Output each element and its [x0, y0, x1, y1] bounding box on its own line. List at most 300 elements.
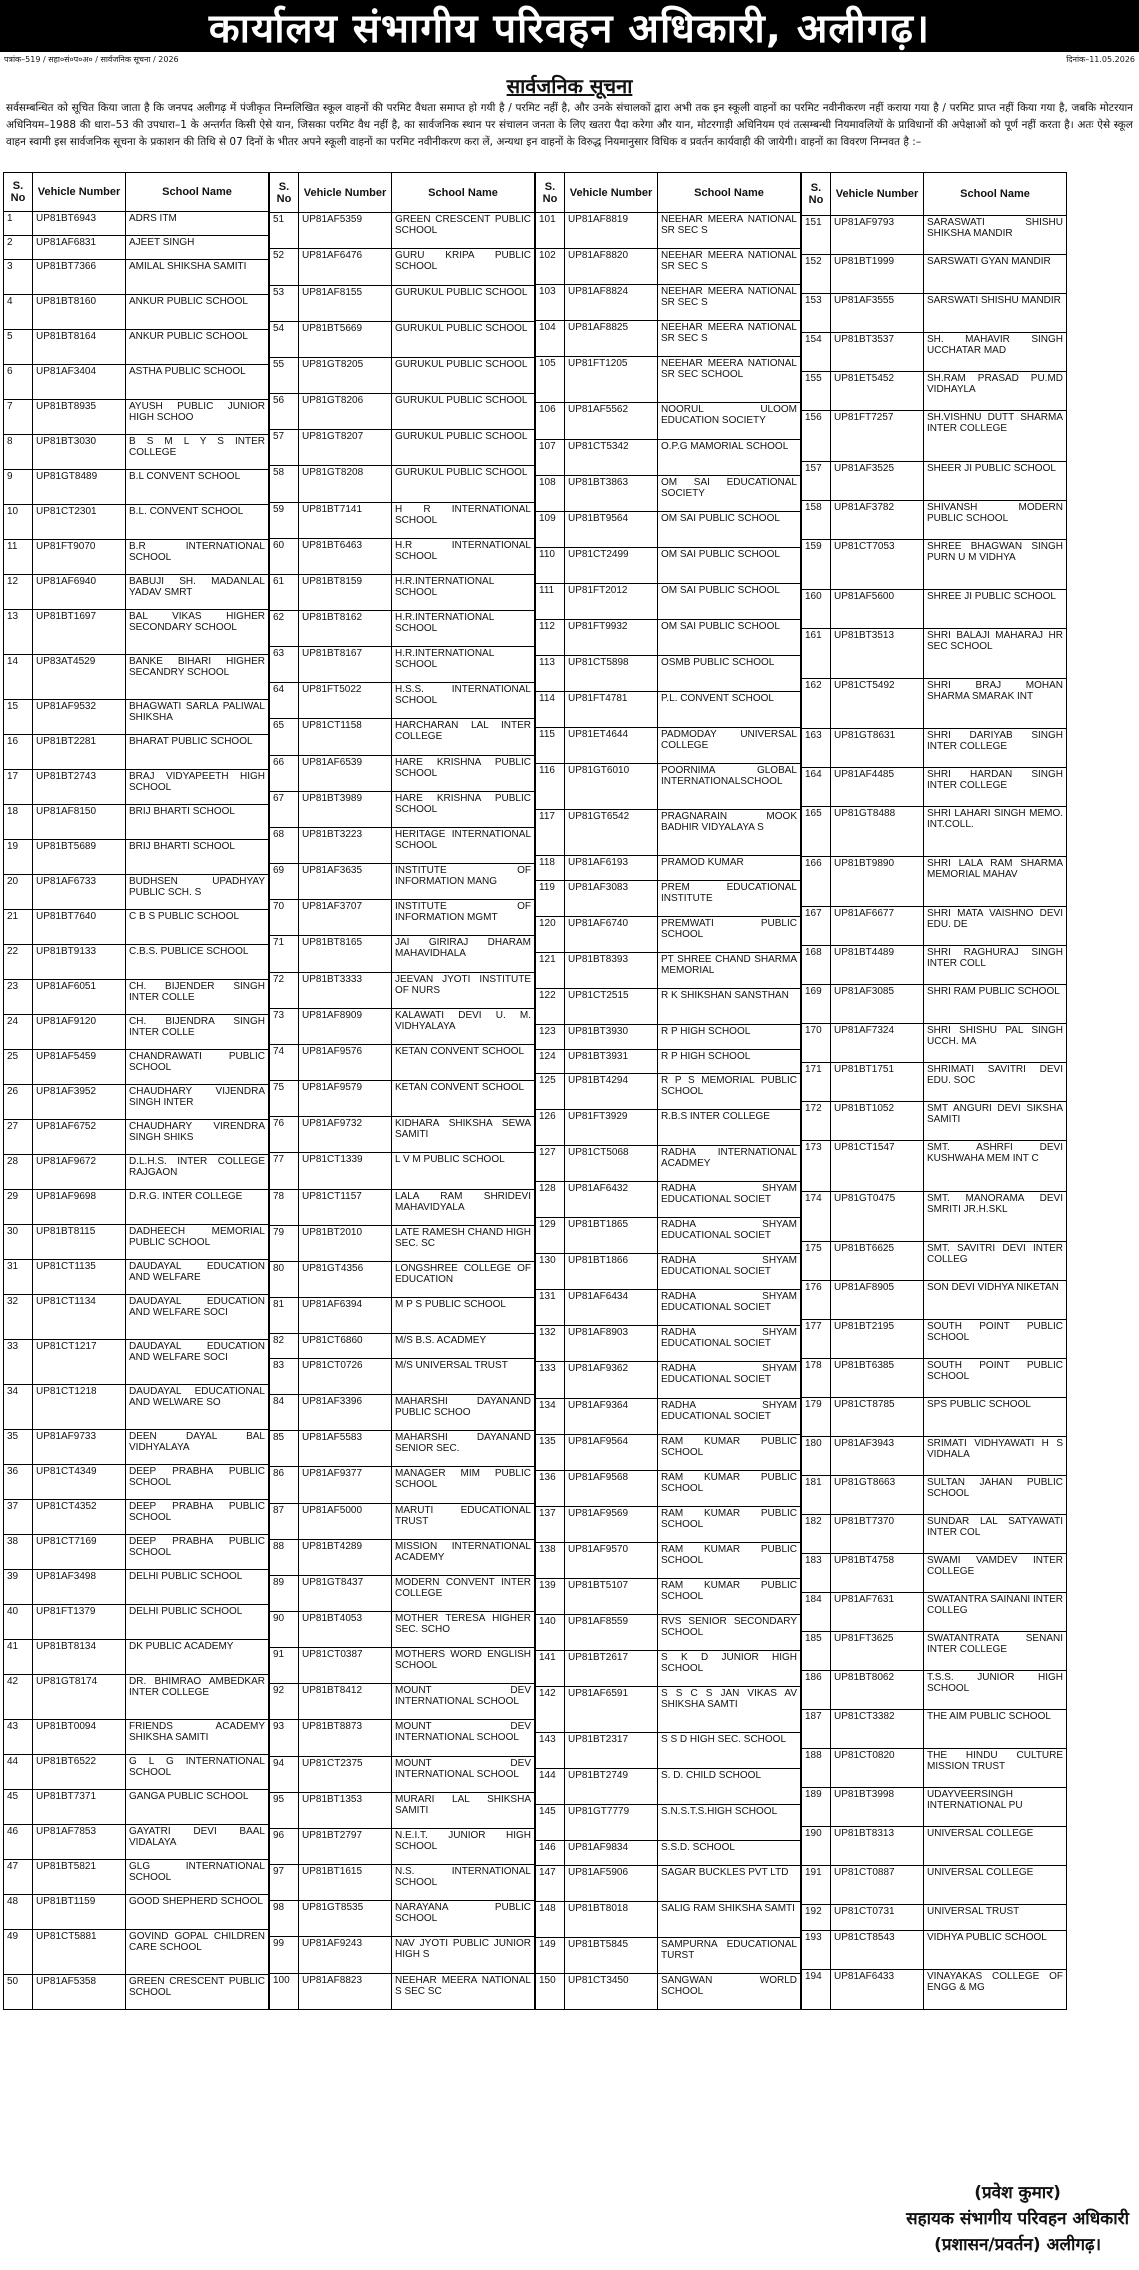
vehicle-number: UP81BT6463: [299, 538, 392, 574]
school-name: G L G INTERNATIONAL SCHOOL: [126, 1755, 269, 1790]
vehicle-number: UP81AF9564: [565, 1434, 658, 1470]
serial-number: 39: [4, 1570, 33, 1605]
vehicle-number: UP81GT4356: [299, 1261, 392, 1297]
serial-number: 168: [802, 946, 831, 985]
vehicle-number: UP81BT8115: [33, 1225, 126, 1260]
school-name: SHREE JI PUBLIC SCHOOL: [924, 589, 1067, 628]
table-row: [536, 1650, 801, 1686]
vehicle-number: UP81CT4349: [33, 1465, 126, 1500]
school-name: GURU KRIPA PUBLIC SCHOOL: [392, 249, 535, 285]
school-name: R P S MEMORIAL PUBLIC SCHOOL: [658, 1074, 801, 1110]
col-school-header: School Name: [126, 173, 269, 212]
school-name: LALA RAM SHRIDEVI MAHAVIDYALA: [392, 1189, 535, 1225]
school-name: H.R.INTERNATIONAL SCHOOL: [392, 574, 535, 610]
table-row: [802, 1191, 1067, 1241]
serial-number: 169: [802, 985, 831, 1024]
vehicle-number: UP81CT8785: [831, 1397, 924, 1436]
table-row: [4, 1500, 269, 1535]
letter-number: पत्रांक–519 / सहा०सं०प०अ० / सार्वजनिक सूचना / 2026: [4, 55, 179, 64]
serial-number: 48: [4, 1895, 33, 1930]
serial-number: 122: [536, 988, 565, 1024]
table-row: [270, 1973, 535, 2009]
vehicle-number: UP81AF8825: [565, 321, 658, 357]
vehicle-number: UP81AF9120: [33, 1015, 126, 1050]
table-row: [802, 807, 1067, 857]
serial-number: 91: [270, 1648, 299, 1684]
school-name: DELHI PUBLIC SCHOOL: [126, 1605, 269, 1640]
school-name: SWATANTRATA SENANI INTER COLLEGE: [924, 1631, 1067, 1670]
school-name: SHRI MATA VAISHNO DEVI EDU. DE: [924, 907, 1067, 946]
table-row: [270, 611, 535, 647]
vehicle-number: UP81AF9532: [33, 700, 126, 735]
serial-number: 120: [536, 916, 565, 952]
serial-number: 139: [536, 1578, 565, 1614]
serial-number: 94: [270, 1756, 299, 1792]
vehicle-number: UP81GT6542: [565, 809, 658, 855]
vehicle-number: UP81CT2515: [565, 988, 658, 1024]
table-row: [802, 500, 1067, 539]
serial-number: 77: [270, 1153, 299, 1189]
serial-number: 23: [4, 980, 33, 1015]
table-row: [270, 1612, 535, 1648]
school-name: T.S.S. JUNIOR HIGH SCHOOL: [924, 1670, 1067, 1709]
serial-number: 112: [536, 619, 565, 655]
school-name: SMT. SAVITRI DEVI INTER COLLEG: [924, 1241, 1067, 1280]
table-row: [536, 1110, 801, 1146]
school-name: SMT. MANORAMA DEVI SMRITI JR.H.SKL: [924, 1191, 1067, 1241]
vehicle-number: UP81GT8535: [299, 1901, 392, 1937]
vehicle-table-2: [269, 172, 535, 2010]
serial-number: 109: [536, 511, 565, 547]
table-row: [270, 647, 535, 683]
school-name: OM SAI PUBLIC SCHOOL: [658, 511, 801, 547]
school-name: GURUKUL PUBLIC SCHOOL: [392, 357, 535, 393]
table-row: [270, 1395, 535, 1431]
serial-number: 136: [536, 1470, 565, 1506]
serial-number: 134: [536, 1398, 565, 1434]
school-name: RADHA SHYAM EDUCATIONAL SOCIET: [658, 1218, 801, 1254]
table-row: [4, 1720, 269, 1755]
school-name: CH. BIJENDRA SINGH INTER COLLE: [126, 1015, 269, 1050]
table-row: [536, 321, 801, 357]
serial-number: 3: [4, 260, 33, 295]
table-row: [270, 1828, 535, 1864]
serial-number: 25: [4, 1050, 33, 1085]
school-name: BRIJ BHARTI SCHOOL: [126, 840, 269, 875]
vehicle-number: UP81AF9732: [299, 1117, 392, 1153]
school-name: AJEET SINGH: [126, 236, 269, 260]
school-name: ANKUR PUBLIC SCHOOL: [126, 295, 269, 330]
school-name: CHAUDHARY VIRENDRA SINGH SHIKS: [126, 1120, 269, 1155]
serial-number: 29: [4, 1190, 33, 1225]
table-row: [802, 1280, 1067, 1319]
school-name: NEEHAR MEERA NATIONAL SR SEC S: [658, 213, 801, 249]
school-name: UNIVERSAL COLLEGE: [924, 1865, 1067, 1904]
serial-number: 76: [270, 1117, 299, 1153]
serial-number: 78: [270, 1189, 299, 1225]
school-name: OSMB PUBLIC SCHOOL: [658, 655, 801, 691]
vehicle-number: UP81FT3929: [565, 1110, 658, 1146]
serial-number: 82: [270, 1334, 299, 1359]
school-name: BRIJ BHARTI SCHOOL: [126, 805, 269, 840]
school-name: MOTHER TERESA HIGHER SEC. SCHO: [392, 1612, 535, 1648]
serial-number: 68: [270, 827, 299, 863]
vehicle-number: UP81BT3030: [33, 435, 126, 470]
school-name: BHAGWATI SARLA PALIWAL SHIKSHA: [126, 700, 269, 735]
serial-number: 150: [536, 1973, 565, 2009]
serial-number: 143: [536, 1732, 565, 1768]
serial-number: 72: [270, 972, 299, 1008]
table-row: [270, 1865, 535, 1901]
table-row: [4, 610, 269, 655]
school-name: PREM EDUCATIONAL INSTITUTE: [658, 880, 801, 916]
school-name: GOOD SHEPHERD SCHOOL: [126, 1895, 269, 1930]
vehicle-number: UP81AF6193: [565, 856, 658, 881]
table-row: [4, 1050, 269, 1085]
serial-number: 8: [4, 435, 33, 470]
table-row: [4, 540, 269, 575]
school-name: H.R.INTERNATIONAL SCHOOL: [392, 647, 535, 683]
vehicle-number: UP81AF9364: [565, 1398, 658, 1434]
table-row: [536, 655, 801, 691]
school-name: M/S UNIVERSAL TRUST: [392, 1358, 535, 1394]
serial-number: 155: [802, 372, 831, 411]
table-row: [270, 321, 535, 357]
school-name: N.S. INTERNATIONAL SCHOOL: [392, 1865, 535, 1901]
vehicle-number: UP81AF6591: [565, 1686, 658, 1732]
school-name: ANKUR PUBLIC SCHOOL: [126, 330, 269, 365]
school-name: SHREE BHAGWAN SINGH PURN U M VIDHYA: [924, 539, 1067, 589]
vehicle-number: UP81GT8208: [299, 466, 392, 502]
vehicle-number: UP81AF5359: [299, 213, 392, 249]
table-row: [4, 1260, 269, 1295]
table-row: [536, 1434, 801, 1470]
school-name: R P HIGH SCHOOL: [658, 1024, 801, 1049]
vehicle-number: UP81CT1158: [299, 719, 392, 755]
school-name: H R INTERNATIONAL SCHOOL: [392, 502, 535, 538]
vehicle-number: UP81CT7053: [831, 539, 924, 589]
serial-number: 37: [4, 1500, 33, 1535]
vehicle-number: UP81BT8935: [33, 400, 126, 435]
serial-number: 185: [802, 1631, 831, 1670]
signatory-name: (प्रवेश कुमार): [974, 2183, 1061, 2203]
vehicle-number: UP81BT3931: [565, 1049, 658, 1074]
school-name: S K D JUNIOR HIGH SCHOOL: [658, 1650, 801, 1686]
serial-number: 175: [802, 1241, 831, 1280]
serial-number: 47: [4, 1860, 33, 1895]
serial-number: 71: [270, 936, 299, 972]
table-row: [802, 589, 1067, 628]
serial-number: 101: [536, 213, 565, 249]
table-row: [802, 1553, 1067, 1592]
school-name: GREEN CRESCENT PUBLIC SCHOOL: [392, 213, 535, 249]
table-row: [536, 1470, 801, 1506]
school-name: SH.RAM PRASAD PU.MD VIDHAYLA: [924, 372, 1067, 411]
table-row: [802, 628, 1067, 678]
school-name: PREMWATI PUBLIC SCHOOL: [658, 916, 801, 952]
vehicle-number: UP81GT8437: [299, 1575, 392, 1611]
vehicle-number: UP81CT2499: [565, 547, 658, 583]
serial-number: 57: [270, 430, 299, 466]
serial-number: 181: [802, 1475, 831, 1514]
table-row: [802, 1670, 1067, 1709]
vehicle-number: UP81BT5821: [33, 1860, 126, 1895]
school-name: UNIVERSAL TRUST: [924, 1904, 1067, 1931]
vehicle-number: UP81BT7366: [33, 260, 126, 295]
vehicle-number: UP81AF6940: [33, 575, 126, 610]
serial-number: 28: [4, 1155, 33, 1190]
table-row: [536, 1686, 801, 1732]
school-name: GURUKUL PUBLIC SCHOOL: [392, 466, 535, 502]
table-row: [4, 1640, 269, 1675]
vehicle-number: UP81AF3635: [299, 864, 392, 900]
vehicle-number: UP81CT6860: [299, 1334, 392, 1359]
serial-number: 38: [4, 1535, 33, 1570]
serial-number: 126: [536, 1110, 565, 1146]
notice-title: सार्वजनिक सूचना: [506, 74, 633, 98]
serial-number: 7: [4, 400, 33, 435]
table-row: [270, 394, 535, 430]
school-name: SHRI LALA RAM SHARMA MEMORIAL MAHAV: [924, 857, 1067, 907]
school-name: AMILAL SHIKSHA SAMITI: [126, 260, 269, 295]
vehicle-number: UP81BT3930: [565, 1024, 658, 1049]
serial-number: 17: [4, 770, 33, 805]
vehicle-number: UP81AF9672: [33, 1155, 126, 1190]
serial-number: 191: [802, 1865, 831, 1904]
school-name: RADHA SHYAM EDUCATIONAL SOCIET: [658, 1182, 801, 1218]
school-name: MANAGER MIM PUBLIC SCHOOL: [392, 1467, 535, 1503]
school-name: DEEP PRABHA PUBLIC SCHOOL: [126, 1465, 269, 1500]
serial-number: 147: [536, 1865, 565, 1901]
table-row: [802, 1592, 1067, 1631]
vehicle-number: UP81BT4489: [831, 946, 924, 985]
table-row: [536, 1865, 801, 1901]
serial-number: 149: [536, 1937, 565, 1973]
serial-number: 60: [270, 538, 299, 574]
serial-number: 158: [802, 500, 831, 539]
school-name: LATE RAMESH CHAND HIGH SEC. SC: [392, 1225, 535, 1261]
vehicle-number: UP81BT7640: [33, 910, 126, 945]
table-row: [4, 1340, 269, 1385]
school-name: SAGAR BUCKLES PVT LTD: [658, 1865, 801, 1901]
vehicle-number: UP81AF9569: [565, 1506, 658, 1542]
vehicle-number: UP81BT6943: [33, 212, 126, 236]
vehicle-number: UP81BT4294: [565, 1074, 658, 1110]
vehicle-number: UP81GT8205: [299, 357, 392, 393]
school-name: OM SAI PUBLIC SCHOOL: [658, 547, 801, 583]
school-name: SUNDAR LAL SATYAWATI INTER COL: [924, 1514, 1067, 1553]
table-row: [536, 880, 801, 916]
serial-number: 81: [270, 1297, 299, 1333]
vehicle-number: UP81AF5583: [299, 1431, 392, 1467]
school-name: NOORUL ULOOM EDUCATION SOCIETY: [658, 403, 801, 439]
serial-number: 66: [270, 755, 299, 791]
col-sn-header: S. No: [270, 173, 299, 213]
serial-number: 177: [802, 1319, 831, 1358]
serial-number: 179: [802, 1397, 831, 1436]
vehicle-number: UP81AF9243: [299, 1937, 392, 1973]
school-name: SHRI SHISHU PAL SINGH UCCH. MA: [924, 1024, 1067, 1063]
school-name: SRIMATI VIDHYAWATI H S VIDHALA: [924, 1436, 1067, 1475]
vehicle-number: UP81BT9890: [831, 857, 924, 907]
serial-number: 36: [4, 1465, 33, 1500]
serial-number: 146: [536, 1840, 565, 1865]
serial-number: 96: [270, 1828, 299, 1864]
vehicle-number: UP81BT8393: [565, 952, 658, 988]
school-name: GURUKUL PUBLIC SCHOOL: [392, 285, 535, 321]
table-row: [536, 727, 801, 763]
school-name: RADHA INTERNATIONAL ACADMEY: [658, 1146, 801, 1182]
serial-number: 165: [802, 807, 831, 857]
table-row: [802, 1436, 1067, 1475]
serial-number: 105: [536, 357, 565, 403]
school-name: DELHI PUBLIC SCHOOL: [126, 1570, 269, 1605]
school-name: DAUDAYAL EDUCATION AND WELFARE SOCI: [126, 1340, 269, 1385]
vehicle-number: UP81BT1159: [33, 1895, 126, 1930]
serial-number: 35: [4, 1430, 33, 1465]
school-name: MOUNT DEV INTERNATIONAL SCHOOL: [392, 1756, 535, 1792]
table-row: [270, 538, 535, 574]
table-row: [270, 791, 535, 827]
serial-number: 104: [536, 321, 565, 357]
school-name: BAL VIKAS HIGHER SECONDARY SCHOOL: [126, 610, 269, 655]
table-row: [802, 1970, 1067, 2010]
vehicle-number: UP81CT7169: [33, 1535, 126, 1570]
table-row: [4, 435, 269, 470]
col-sn-header: S. No: [536, 173, 565, 213]
table-row: [536, 547, 801, 583]
vehicle-number: UP81AF9834: [565, 1840, 658, 1865]
table-row: [270, 1901, 535, 1937]
school-name: C B S PUBLIC SCHOOL: [126, 910, 269, 945]
serial-number: 74: [270, 1044, 299, 1080]
table-row: [4, 840, 269, 875]
table-row: [270, 1008, 535, 1044]
table-row: [4, 400, 269, 435]
school-name: BABUJI SH. MADANLAL YADAV SMRT: [126, 575, 269, 610]
serial-number: 157: [802, 461, 831, 500]
serial-number: 124: [536, 1049, 565, 1074]
table-row: [802, 539, 1067, 589]
school-name: R P HIGH SCHOOL: [658, 1049, 801, 1074]
vehicle-number: UP81GT8488: [831, 807, 924, 857]
serial-number: 121: [536, 952, 565, 988]
serial-number: 14: [4, 655, 33, 700]
serial-number: 86: [270, 1467, 299, 1503]
table-row: [270, 1467, 535, 1503]
table-row: [536, 583, 801, 619]
table-row: [802, 1319, 1067, 1358]
vehicle-number: UP81BT2797: [299, 1828, 392, 1864]
vehicle-number: UP81BT2010: [299, 1225, 392, 1261]
serial-number: 103: [536, 285, 565, 321]
table-row: [802, 729, 1067, 768]
school-name: LONGSHREE COLLEGE OF EDUCATION: [392, 1261, 535, 1297]
school-name: OM SAI EDUCATIONAL SOCIETY: [658, 475, 801, 511]
table-row: [270, 1044, 535, 1080]
school-name: POORNIMA GLOBAL INTERNATIONALSCHOOL: [658, 763, 801, 809]
school-name: CHANDRAWATI PUBLIC SCHOOL: [126, 1050, 269, 1085]
vehicle-number: UP81BT3863: [565, 475, 658, 511]
table-row: [536, 249, 801, 285]
table-row: [4, 1155, 269, 1190]
table-row: [4, 655, 269, 700]
school-name: SULTAN JAHAN PUBLIC SCHOOL: [924, 1475, 1067, 1514]
school-name: RAM KUMAR PUBLIC SCHOOL: [658, 1542, 801, 1578]
serial-number: 148: [536, 1901, 565, 1937]
school-name: SMT. ASHRFI DEVI KUSHWAHA MEM INT C: [924, 1141, 1067, 1191]
school-name: DADHEECH MEMORIAL PUBLIC SCHOOL: [126, 1225, 269, 1260]
school-name: SHRI RAGHURAJ SINGH INTER COLL: [924, 946, 1067, 985]
vehicle-number: UP81BT7370: [831, 1514, 924, 1553]
serial-number: 142: [536, 1686, 565, 1732]
serial-number: 131: [536, 1290, 565, 1326]
col-school-header: School Name: [924, 173, 1067, 216]
vehicle-number: UP81CT8543: [831, 1931, 924, 1970]
serial-number: 97: [270, 1865, 299, 1901]
serial-number: 145: [536, 1804, 565, 1840]
vehicle-number: UP81GT8174: [33, 1675, 126, 1720]
school-name: KIDHARA SHIKSHA SEWA SAMITI: [392, 1117, 535, 1153]
school-name: VIDHYA PUBLIC SCHOOL: [924, 1931, 1067, 1970]
vehicle-table-4: [801, 172, 1067, 2010]
vehicle-number: UP81FT1379: [33, 1605, 126, 1640]
table-row: [536, 916, 801, 952]
serial-number: 137: [536, 1506, 565, 1542]
serial-number: 163: [802, 729, 831, 768]
serial-number: 116: [536, 763, 565, 809]
school-name: INSTITUTE OF INFORMATION MANG: [392, 864, 535, 900]
serial-number: 151: [802, 216, 831, 255]
vehicle-number: UP81CT0731: [831, 1904, 924, 1931]
table-row: [270, 719, 535, 755]
serial-number: 10: [4, 505, 33, 540]
col-vehicle-header: Vehicle Number: [565, 173, 658, 213]
vehicle-number: UP81BT3513: [831, 628, 924, 678]
vehicle-number: UP81CT5898: [565, 655, 658, 691]
serial-number: 159: [802, 539, 831, 589]
col-vehicle-header: Vehicle Number: [299, 173, 392, 213]
school-name: S.S.D. SCHOOL: [658, 1840, 801, 1865]
table-row: [802, 857, 1067, 907]
school-name: ASTHA PUBLIC SCHOOL: [126, 365, 269, 400]
table-row: [802, 1865, 1067, 1904]
serial-number: 106: [536, 403, 565, 439]
serial-number: 167: [802, 907, 831, 946]
vehicle-number: UP81GT0475: [831, 1191, 924, 1241]
serial-number: 27: [4, 1120, 33, 1155]
table-row: [4, 1675, 269, 1720]
serial-number: 153: [802, 294, 831, 333]
vehicle-number: UP81CT5881: [33, 1930, 126, 1975]
vehicle-number: UP81BT7371: [33, 1790, 126, 1825]
school-name: NEEHAR MEERA NATIONAL SR SEC S: [658, 249, 801, 285]
table-row: [802, 411, 1067, 461]
vehicle-number: UP81AF7324: [831, 1024, 924, 1063]
vehicle-number: UP81BT1751: [831, 1063, 924, 1102]
serial-number: 115: [536, 727, 565, 763]
table-row: [4, 260, 269, 295]
serial-number: 89: [270, 1575, 299, 1611]
table-row: [4, 212, 269, 236]
vehicle-number: UP81BT5669: [299, 321, 392, 357]
table-row: [536, 809, 801, 855]
school-name: KETAN CONVENT SCHOOL: [392, 1044, 535, 1080]
vehicle-number: UP81AF9793: [831, 216, 924, 255]
school-name: P.L. CONVENT SCHOOL: [658, 691, 801, 727]
school-name: PT SHREE CHAND SHARMA MEMORIAL: [658, 952, 801, 988]
vehicle-number: UP81BT1866: [565, 1254, 658, 1290]
